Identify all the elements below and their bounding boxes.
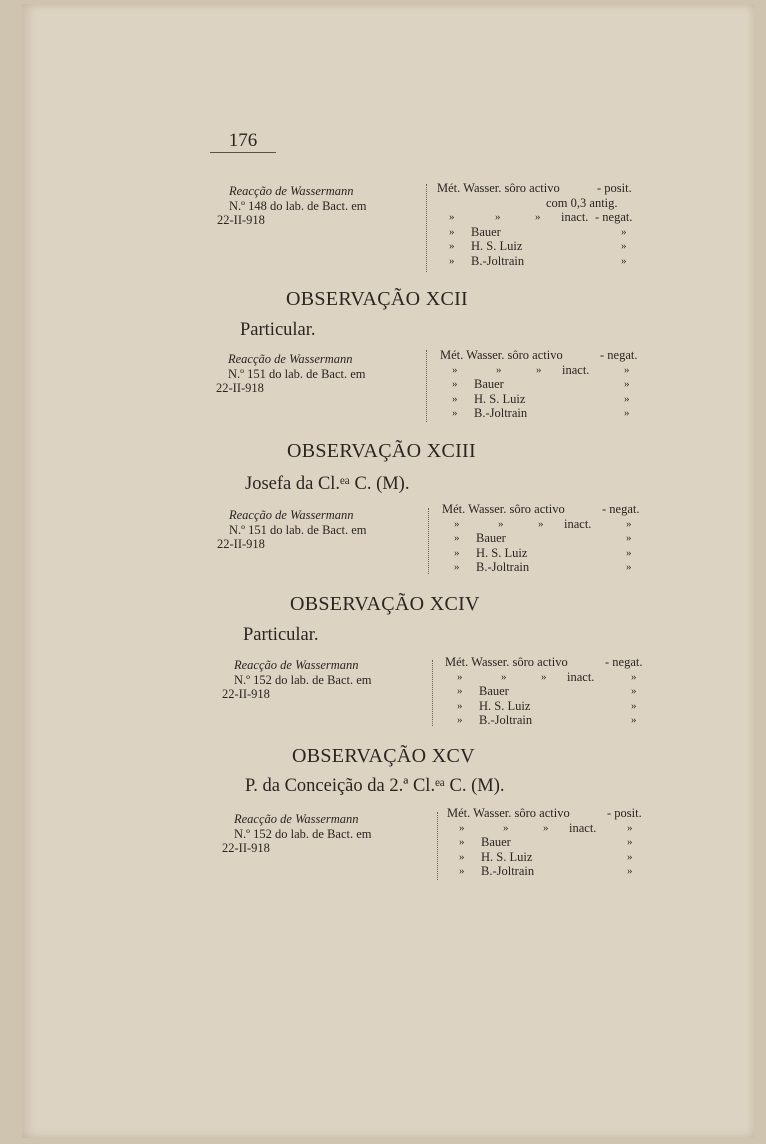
observation-heading: OBSERVAÇÃO XCIV xyxy=(290,593,480,615)
result-value: » xyxy=(631,670,637,683)
lab-number: N.º 151 do lab. de Bact. em xyxy=(228,366,366,381)
patient-name: Josefa da Cl.ᵉᵃ C. (M). xyxy=(245,474,410,494)
lab-reference xyxy=(216,352,366,396)
ditto-mark: » xyxy=(498,517,504,530)
dotted-divider xyxy=(437,812,438,880)
lab-reference xyxy=(217,508,367,552)
result-row xyxy=(440,406,650,421)
results-table xyxy=(442,502,652,575)
method-note: com 0,3 antig. xyxy=(546,195,618,210)
result-value: » xyxy=(624,407,630,419)
ditto-mark: » xyxy=(457,685,463,697)
method-label: H. S. Luiz xyxy=(481,849,533,864)
ditto-mark: » xyxy=(503,821,509,834)
result-value: - negat. xyxy=(605,655,643,669)
result-value: » xyxy=(621,254,627,267)
method-label: inact. xyxy=(564,516,592,531)
ditto-mark: » xyxy=(454,546,460,559)
method-label: Bauer xyxy=(481,835,511,849)
ditto-mark: » xyxy=(452,363,458,376)
reaction-title: Reacção de Wassermann xyxy=(229,508,354,522)
ditto-mark: » xyxy=(541,670,547,683)
lab-number: N.º 151 do lab. de Bact. em xyxy=(229,522,367,537)
result-value: » xyxy=(627,821,633,834)
reaction-title: Reacção de Wassermann xyxy=(228,352,353,366)
result-row xyxy=(440,377,650,392)
method-label: B.-Joltrain xyxy=(476,560,530,574)
ditto-mark: » xyxy=(449,240,455,252)
result-row xyxy=(437,181,647,196)
ditto-mark: » xyxy=(449,225,455,238)
method-label: inact. xyxy=(567,669,595,684)
result-row xyxy=(447,864,657,879)
method-label: B.-Joltrain xyxy=(479,713,533,727)
reaction-title: Reacção de Wassermann xyxy=(234,812,359,826)
lab-reference xyxy=(222,812,372,856)
method-label: inact. xyxy=(569,820,597,835)
lab-number: N.º 152 do lab. de Bact. em xyxy=(234,826,372,841)
method-label: H. S. Luiz xyxy=(471,239,523,253)
ditto-mark: » xyxy=(496,363,502,376)
result-row xyxy=(440,348,650,363)
result-row xyxy=(437,225,647,240)
method-label: B.-Joltrain xyxy=(471,253,525,268)
ditto-mark: » xyxy=(449,254,455,267)
result-value: » xyxy=(626,546,632,559)
result-value: » xyxy=(631,714,637,726)
results-table xyxy=(440,348,650,421)
method-label: B.-Joltrain xyxy=(474,406,528,420)
result-row xyxy=(437,210,647,225)
ditto-mark: » xyxy=(452,407,458,419)
method-label: B.-Joltrain xyxy=(481,864,535,878)
result-value: » xyxy=(631,685,637,697)
result-value: » xyxy=(627,865,633,877)
dotted-divider xyxy=(428,508,429,574)
result-value: » xyxy=(621,225,627,238)
result-row xyxy=(445,713,655,728)
ditto-mark: » xyxy=(454,561,460,573)
result-row xyxy=(445,684,655,699)
results-table xyxy=(445,655,655,728)
results-table xyxy=(437,181,647,268)
result-row xyxy=(447,821,657,836)
ditto-mark: » xyxy=(452,392,458,405)
patient-name: Particular. xyxy=(240,320,316,340)
dotted-divider xyxy=(426,350,427,422)
lab-date: 22-II-918 xyxy=(217,537,265,551)
result-row xyxy=(445,655,655,670)
result-row xyxy=(437,239,647,254)
result-row xyxy=(442,517,652,532)
lab-reference xyxy=(217,184,367,228)
ditto-mark: » xyxy=(459,865,465,877)
method-label: inact. xyxy=(561,210,589,224)
result-row xyxy=(445,670,655,685)
ditto-mark: » xyxy=(459,836,465,848)
lab-date: 22-II-918 xyxy=(222,841,270,855)
ditto-mark: » xyxy=(536,363,542,376)
result-row xyxy=(440,392,650,407)
result-value: » xyxy=(626,561,632,573)
ditto-mark: » xyxy=(501,670,507,683)
dotted-divider xyxy=(432,660,433,726)
result-row xyxy=(440,363,650,378)
result-row xyxy=(447,850,657,865)
method-label: Mét. Wasser. sôro activo xyxy=(442,502,565,516)
method-label: Bauer xyxy=(476,531,506,545)
result-row xyxy=(437,254,647,269)
reaction-title: Reacção de Wassermann xyxy=(229,184,354,198)
ditto-mark: » xyxy=(457,714,463,726)
result-value: » xyxy=(624,363,630,376)
result-row xyxy=(445,699,655,714)
method-label: Mét. Wasser. sôro activo xyxy=(445,655,568,669)
ditto-mark: » xyxy=(454,517,460,530)
patient-name: Particular. xyxy=(243,625,319,645)
result-row xyxy=(442,502,652,517)
ditto-mark: » xyxy=(535,211,541,223)
result-value: - posit. xyxy=(607,806,642,820)
result-value: » xyxy=(624,378,630,390)
lab-date: 22-II-918 xyxy=(217,213,265,227)
result-value: - negat. xyxy=(600,348,638,362)
method-label: H. S. Luiz xyxy=(479,698,531,713)
lab-number: N.º 148 do lab. de Bact. em xyxy=(229,198,367,213)
result-row xyxy=(442,560,652,575)
method-label: Bauer xyxy=(471,224,501,239)
reaction-title: Reacção de Wassermann xyxy=(234,658,359,672)
method-label: H. S. Luiz xyxy=(476,545,528,560)
method-label: H. S. Luiz xyxy=(474,391,526,406)
result-row xyxy=(437,196,647,211)
observation-heading: OBSERVAÇÃO XCII xyxy=(286,288,468,310)
ditto-mark: » xyxy=(459,850,465,863)
patient-name: P. da Conceição da 2.ª Cl.ᵉᵃ C. (M). xyxy=(245,776,505,796)
method-label: Bauer xyxy=(474,377,504,391)
result-value: » xyxy=(626,532,632,544)
ditto-mark: » xyxy=(457,670,463,683)
ditto-mark: » xyxy=(459,821,465,834)
ditto-mark: » xyxy=(449,211,455,223)
method-label: inact. xyxy=(562,362,590,377)
method-label: Mét. Wasser. sôro activo xyxy=(437,181,560,195)
results-table xyxy=(447,806,657,879)
result-value: » xyxy=(627,850,633,863)
result-row xyxy=(447,806,657,821)
observation-heading: OBSERVAÇÃO XCV xyxy=(292,745,475,767)
method-label: Bauer xyxy=(479,684,509,698)
method-label: Mét. Wasser. sôro activo xyxy=(447,806,570,820)
result-value: - negat. xyxy=(595,210,633,224)
ditto-mark: » xyxy=(454,532,460,544)
result-value: » xyxy=(624,392,630,405)
ditto-mark: » xyxy=(495,211,501,223)
page-number: 176 xyxy=(210,131,276,153)
lab-date: 22-II-918 xyxy=(216,381,264,395)
lab-number: N.º 152 do lab. de Bact. em xyxy=(234,672,372,687)
lab-reference xyxy=(222,658,372,702)
result-value: - posit. xyxy=(597,181,632,195)
ditto-mark: » xyxy=(538,517,544,530)
result-row xyxy=(442,546,652,561)
observation-heading: OBSERVAÇÃO XCIII xyxy=(287,440,476,462)
result-value: » xyxy=(631,699,637,712)
result-value: » xyxy=(626,517,632,530)
result-value: » xyxy=(627,836,633,848)
dotted-divider xyxy=(426,184,427,272)
result-row xyxy=(442,531,652,546)
result-value: » xyxy=(621,240,627,252)
result-value: - negat. xyxy=(602,502,640,516)
method-label: Mét. Wasser. sôro activo xyxy=(440,348,563,362)
ditto-mark: » xyxy=(457,699,463,712)
result-row xyxy=(447,835,657,850)
ditto-mark: » xyxy=(452,378,458,390)
ditto-mark: » xyxy=(543,821,549,834)
lab-date: 22-II-918 xyxy=(222,687,270,701)
